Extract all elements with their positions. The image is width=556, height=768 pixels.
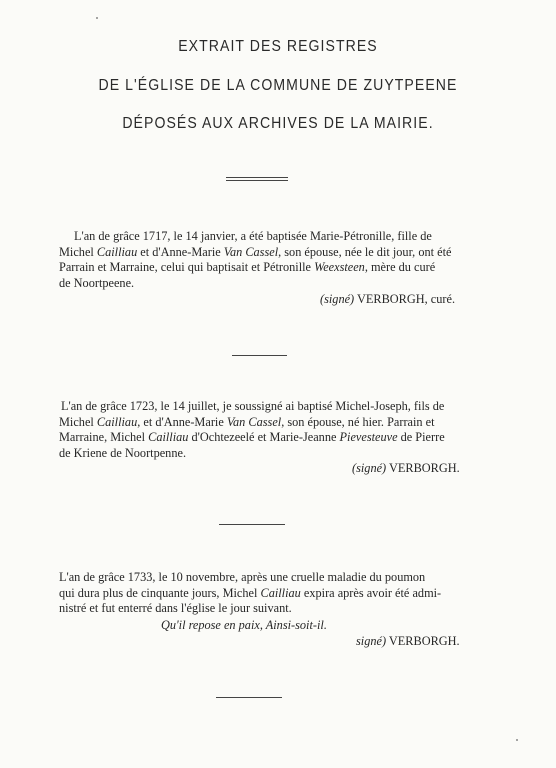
entry-line: qui dura plus de cinquante jours, Michel Cailliau expira après avoir été admi- xyxy=(59,585,442,600)
heading-line-2: DE L'ÉGLISE DE LA COMMUNE DE ZUYTPEENE xyxy=(98,77,458,94)
entry-line: Parrain et Marraine, celui qui baptisait et Pétronille Weexsteen, mère du curé xyxy=(59,260,436,274)
rule-divider xyxy=(216,697,282,698)
closing-prayer: Qu'il repose en paix, Ainsi-soit-il. xyxy=(161,618,327,632)
rule-divider xyxy=(232,355,287,356)
entry-line: Michel Cailliau, et d'Anne-Marie Van Cassel, son épouse, né hier. Parrain et xyxy=(59,414,435,429)
heading-line-3: DÉPOSÉS AUX ARCHIVES DE LA MAIRIE. xyxy=(122,115,434,132)
entry-line: de Kriene de Noortpenne. xyxy=(59,445,187,460)
entry-line: L'an de grâce 1717, le 14 janvier, a été baptisée Marie-Pétronille, fille de xyxy=(74,229,432,243)
speck xyxy=(516,739,518,741)
double-rule-divider xyxy=(226,177,288,178)
entry-line: de Noortpeene. xyxy=(59,275,135,290)
baptism-entry-1723 xyxy=(59,399,499,461)
heading-line-1: EXTRAIT DES REGISTRES xyxy=(178,38,378,55)
rule-divider xyxy=(219,524,285,525)
burial-entry-1733 xyxy=(59,570,499,617)
signature-verborgh: (signé) VERBORGH. xyxy=(352,461,460,475)
baptism-entry-1717 xyxy=(59,229,499,291)
entry-line: Michel Cailliau et d'Anne-Marie Van Cassel, son épouse, née le dit jour, ont été xyxy=(59,244,452,259)
speck xyxy=(96,17,98,19)
entry-line: L'an de grâce 1723, le 14 juillet, je soussigné ai baptisé Michel-Joseph, fils de xyxy=(61,399,445,413)
entry-line: L'an de grâce 1733, le 10 novembre, après une cruelle maladie du poumon xyxy=(59,570,426,584)
signature-verborgh: signé) VERBORGH. xyxy=(356,634,460,648)
entry-line: Marraine, Michel Cailliau d'Ochtezeelé et Marie-Jeanne Pievesteuve de Pierre xyxy=(59,430,445,444)
entry-line: nistré et fut enterré dans l'église le jour suivant. xyxy=(59,601,292,615)
signature-verborgh: (signé) VERBORGH, curé. xyxy=(320,292,456,306)
